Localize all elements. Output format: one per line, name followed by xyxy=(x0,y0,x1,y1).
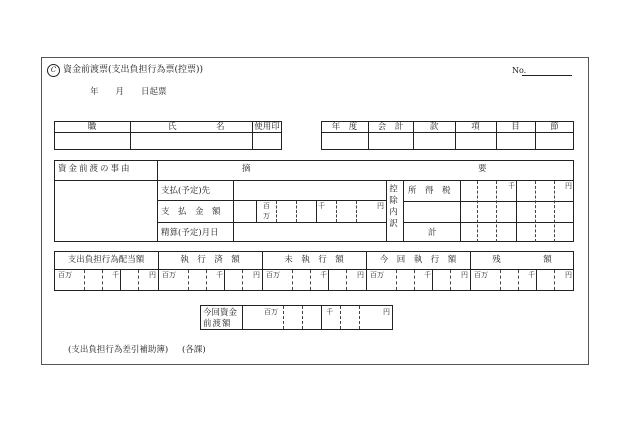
settle-date-label: 精算(予定)月日 xyxy=(161,228,219,238)
footer-division-note: (各課) xyxy=(182,345,206,355)
deduction-other-cell[interactable] xyxy=(461,202,573,221)
deduction-unit-en: 円 xyxy=(565,182,572,190)
budget-year-cell[interactable] xyxy=(322,133,367,149)
unexecuted-unit-sen: 千 xyxy=(320,271,327,279)
issue-date-label: 年 月 日起票 xyxy=(90,87,167,97)
budget-header-setsu: 節 xyxy=(550,122,559,132)
deduction-total-label: 計 xyxy=(428,228,437,238)
number-label: No. xyxy=(512,66,527,75)
unexecuted-unit-en: 円 xyxy=(357,271,364,279)
circle-c-icon: C xyxy=(47,64,60,77)
remaining-unit-en: 円 xyxy=(565,271,572,279)
payee-label: 支払(予定)先 xyxy=(161,186,211,196)
commitment-header-unexecuted: 未 執 行 額 xyxy=(284,255,344,265)
allocated-amount-cell[interactable] xyxy=(55,270,157,290)
deduction-unit-sen: 千 xyxy=(508,182,515,190)
budget-kan-cell[interactable] xyxy=(414,133,454,149)
executed-unit-hyakuman: 百万 xyxy=(162,271,176,279)
executed-amount-cell[interactable] xyxy=(159,270,261,290)
current-unit-hyakuman: 百万 xyxy=(370,271,384,279)
current-advance-amount-cell[interactable] xyxy=(243,306,392,329)
commitment-header-remaining: 残 額 xyxy=(492,255,552,265)
advance-unit-en: 円 xyxy=(383,308,390,316)
payee-cell[interactable] xyxy=(234,181,385,199)
current-advance-label-2: 前渡額 xyxy=(203,319,232,329)
settle-date-cell[interactable] xyxy=(234,223,385,241)
advance-unit-hyakuman: 百万 xyxy=(264,308,278,316)
advance-unit-sen: 千 xyxy=(326,308,333,316)
executed-unit-sen: 千 xyxy=(216,271,223,279)
budget-header-account: 会 計 xyxy=(377,122,404,132)
staff-post-cell[interactable] xyxy=(55,133,129,149)
income-tax-label: 所 得 税 xyxy=(408,186,451,196)
summary-label-right: 要 xyxy=(478,164,487,174)
staff-header-seal: 使用印 xyxy=(254,122,280,132)
budget-setsu-cell[interactable] xyxy=(536,133,573,149)
current-execution-amount-cell[interactable] xyxy=(367,270,469,290)
current-advance-label-1: 今回資金 xyxy=(203,308,238,318)
commitment-header-allocated: 支出負担行為配当額 xyxy=(67,255,145,265)
advance-reason-label: 資金前渡の事由 xyxy=(58,164,132,174)
budget-account-cell[interactable] xyxy=(369,133,412,149)
budget-header-kan: 款 xyxy=(429,122,439,132)
commitment-header-current: 今 回 執 行 額 xyxy=(379,255,457,265)
staff-name-cell[interactable] xyxy=(131,133,251,149)
deduction-total-cell[interactable] xyxy=(461,223,573,241)
current-unit-en: 円 xyxy=(461,271,468,279)
summary-label-left: 摘 xyxy=(242,164,251,174)
amount-unit-man: 万 xyxy=(263,212,270,220)
amount-label: 支 払 金 額 xyxy=(161,207,221,217)
staff-header-post: 職 xyxy=(87,122,97,132)
remaining-unit-hyakuman: 百万 xyxy=(474,271,488,279)
unexecuted-unit-hyakuman: 百万 xyxy=(266,271,280,279)
footer-ledger-note: (支出負担行為差引補助簿) xyxy=(68,345,169,355)
remaining-unit-sen: 千 xyxy=(528,271,535,279)
unexecuted-amount-cell[interactable] xyxy=(263,270,365,290)
form-title: 資金前渡票(支出負担行為票(控票)) xyxy=(63,65,204,75)
budget-header-moku: 目 xyxy=(511,122,520,132)
advance-reason-cell[interactable] xyxy=(55,181,156,241)
amount-unit-hyaku: 百 xyxy=(263,202,270,210)
remaining-amount-cell[interactable] xyxy=(471,270,573,290)
number-underline xyxy=(522,75,572,76)
staff-header-name1: 氏 xyxy=(168,122,177,132)
allocated-unit-hyakuman: 百万 xyxy=(58,271,72,279)
budget-kou-cell[interactable] xyxy=(456,133,495,149)
executed-unit-en: 円 xyxy=(253,271,260,279)
budget-header-kou: 項 xyxy=(471,122,480,132)
commitment-header-executed: 執 行 済 額 xyxy=(180,255,240,265)
budget-moku-cell[interactable] xyxy=(497,133,534,149)
allocated-unit-en: 円 xyxy=(149,271,156,279)
current-unit-sen: 千 xyxy=(424,271,431,279)
payment-amount-cell[interactable] xyxy=(234,201,385,221)
staff-seal-cell[interactable] xyxy=(253,133,281,149)
staff-header-name2: 名 xyxy=(216,122,225,132)
income-tax-cell[interactable] xyxy=(461,181,573,200)
budget-header-year: 年 度 xyxy=(331,122,358,132)
amount-unit-en: 円 xyxy=(377,202,384,210)
amount-unit-sen: 千 xyxy=(318,202,325,210)
allocated-unit-sen: 千 xyxy=(112,271,119,279)
deduction-breakdown-label: 控除内訳 xyxy=(387,184,398,230)
